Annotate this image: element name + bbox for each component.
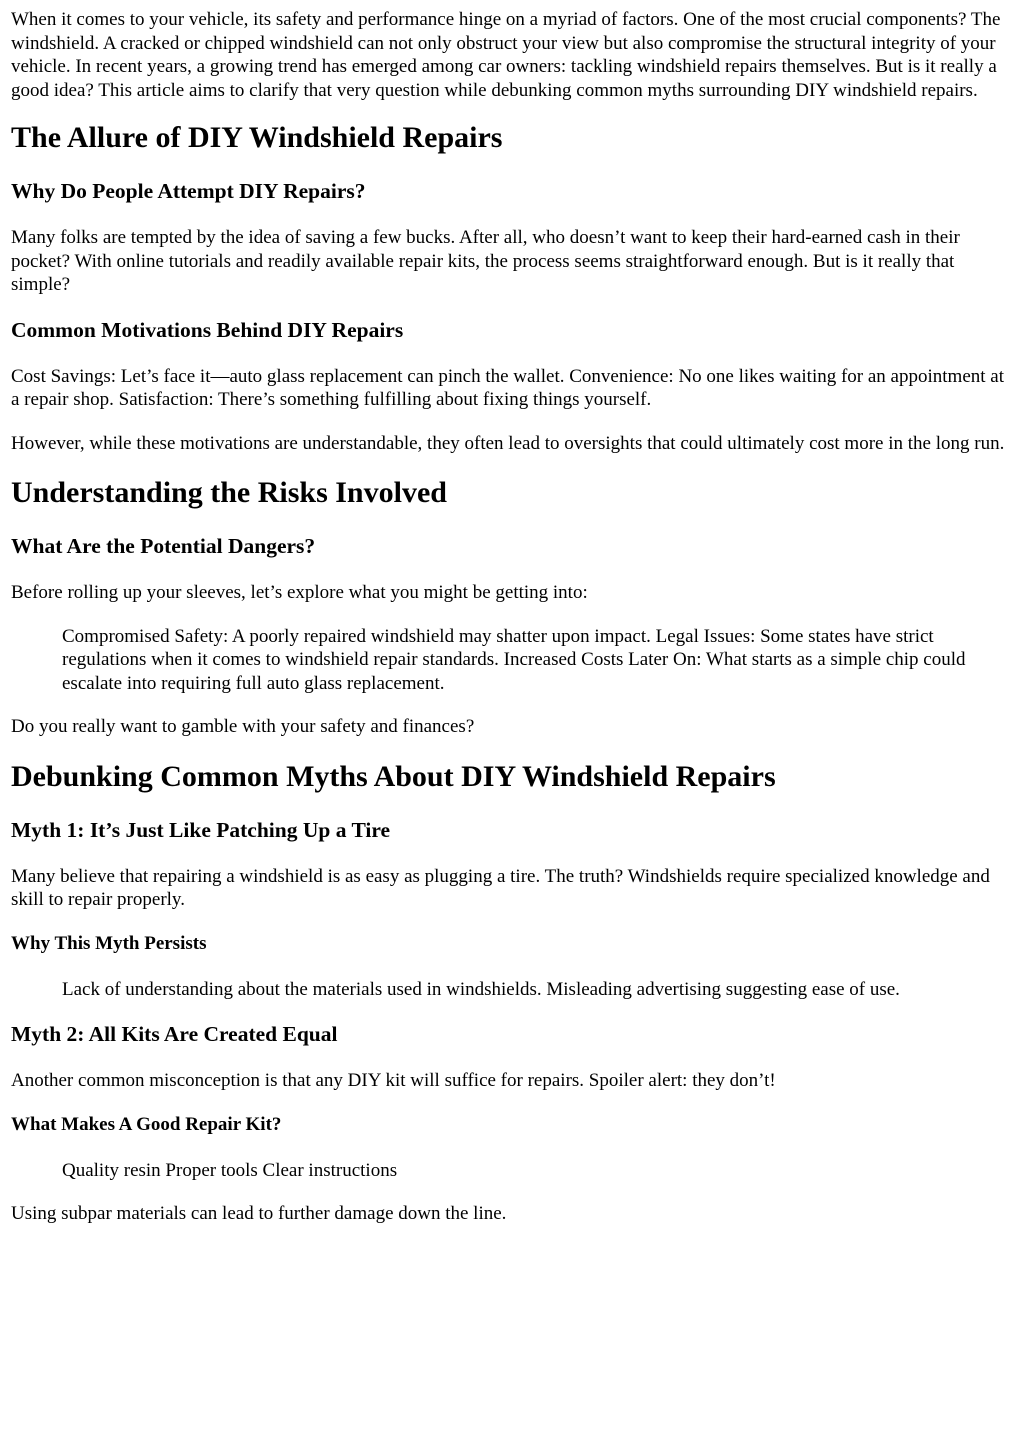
myth-1-paragraph: Many believe that repairing a windshield is as easy as plugging a tire. The truth? Windshields require specialized knowledge and skill to repair properly. (11, 865, 990, 910)
good-kit-list: Quality resin Proper tools Clear instructions (62, 1159, 398, 1181)
myth-2-paragraph: Another common misconception is that any DIY kit will suffice for repairs. Spoiler alert: they don’t! (11, 1070, 776, 1091)
heading-myths: Debunking Common Myths About DIY Windshield Repairs (11, 759, 776, 793)
heading-myth-2: Myth 2: All Kits Are Created Equal (11, 1022, 338, 1046)
dangers-intro-paragraph: Before rolling up your sleeves, let’s explore what you might be getting into: (11, 582, 588, 603)
heading-risks: Understanding the Risks Involved (11, 476, 447, 509)
however-paragraph: However, while these motivations are understandable, they often lead to oversights that could ultimately cost more in the long run. (11, 432, 1005, 454)
subpar-paragraph: Using subpar materials can lead to further damage down the line. (11, 1203, 507, 1224)
heading-allure: The Allure of DIY Windshield Repairs (11, 121, 503, 154)
heading-myth-1: Myth 1: It’s Just Like Patching Up a Tire (11, 817, 391, 842)
heading-good-kit: What Makes A Good Repair Kit? (11, 1113, 282, 1135)
heading-motivations: Common Motivations Behind DIY Repairs (11, 317, 404, 342)
heading-why-diy: Why Do People Attempt DIY Repairs? (11, 179, 366, 203)
dangers-list: Compromised Safety: A poorly repaired windshield may shatter upon impact. Legal Issues: Some states have strict regulations when it comes to windshield repair standards. Increased Costs Later On: What starts as a simple chip could escalate into requiring full auto glass replacement. (62, 625, 966, 694)
myth-persists-list: Lack of understanding about the materials used in windshields. Misleading advertising suggesting ease of use. (62, 978, 900, 1000)
heading-dangers: What Are the Potential Dangers? (11, 534, 316, 558)
motivations-paragraph: Cost Savings: Let’s face it—auto glass replacement can pinch the wallet. Convenience: No one likes waiting for an appointment at a repair shop. Satisfaction: There’s something fulfilling about fixing things yourself. (11, 365, 1005, 410)
heading-myth-persists: Why This Myth Persists (11, 932, 207, 954)
intro-paragraph: When it comes to your vehicle, its safety and performance hinge on a myriad of factors. One of the most crucial components? The windshield. A cracked or chipped windshield can not only obstruct your view but also compromise the structural integrity of your vehicle. In recent years, a growing trend has emerged among car owners: tackling windshield repairs themselves. But is it really a good idea? This article aims to clarify that very question while debunking common myths surrounding DIY windshield repairs. (11, 9, 1001, 101)
gamble-paragraph: Do you really want to gamble with your safety and finances? (11, 716, 475, 737)
why-diy-paragraph: Many folks are tempted by the idea of saving a few bucks. After all, who doesn’t want to keep their hard-earned cash in their pocket? With online tutorials and readily available repair kits, the process seems straightforward enough. But is it really that simple? (11, 227, 960, 295)
